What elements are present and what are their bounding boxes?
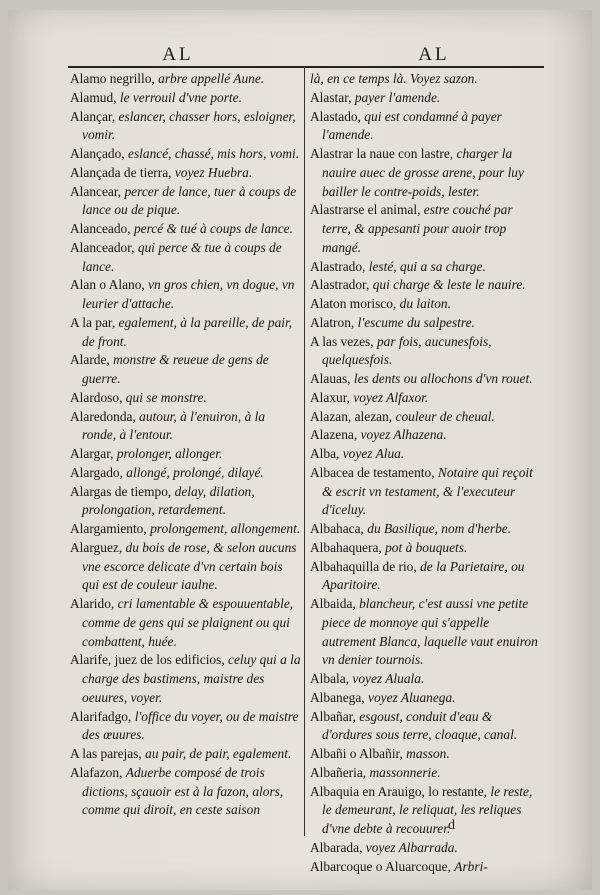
headword: Alaredonda, xyxy=(70,408,140,424)
definition: Aduerbe composé de trois dictions, sçauoir est à la fazon, alors, comme qui diroit, en ceste saison xyxy=(82,764,284,818)
definition: par fois, aucunesfois, quelquesfois. xyxy=(322,333,492,368)
dictionary-entry xyxy=(310,708,542,746)
dictionary-entry xyxy=(70,220,302,239)
headword: Albaquia en Arauigo, lo restante, xyxy=(310,783,491,799)
dictionary-entry xyxy=(310,558,542,596)
dictionary-entry xyxy=(310,670,542,689)
definition: eslancé, chassé, mis hors, vomi. xyxy=(128,146,300,161)
definition: qui perce & tue à coups de lance. xyxy=(82,239,282,274)
dictionary-entry xyxy=(70,520,302,539)
dictionary-entry xyxy=(70,276,302,314)
headword: Alargas de tiempo, xyxy=(70,483,175,499)
headword: Alaxur, xyxy=(310,389,354,405)
definition: arbre appellé Aune. xyxy=(158,71,265,86)
headword: Alarde, xyxy=(70,352,114,368)
definition: payer l'amende. xyxy=(354,89,441,105)
dictionary-entry xyxy=(310,520,542,539)
headword: Albañeria, xyxy=(310,764,370,780)
headword: Alançado, xyxy=(70,146,129,161)
column-divider xyxy=(304,66,305,836)
dictionary-entry xyxy=(310,408,542,427)
headword: Alastrar la naue con lastre, xyxy=(310,146,457,161)
headword: Alançar, xyxy=(70,108,119,124)
definition: voyez Alfaxor. xyxy=(353,389,429,405)
headword: A la par, xyxy=(70,314,119,330)
dictionary-entry xyxy=(70,651,302,707)
headword: Albarada, xyxy=(310,839,366,855)
dictionary-entry xyxy=(310,445,542,464)
definition: voyez Alua. xyxy=(342,446,405,461)
dictionary-entry xyxy=(310,145,542,201)
dictionary-entry xyxy=(310,314,542,333)
dictionary-entry xyxy=(310,201,542,257)
definition: couleur de cheual. xyxy=(395,408,495,424)
dictionary-entry xyxy=(70,164,302,183)
definition: voyez Huebra. xyxy=(174,164,253,180)
headword: A las parejas, xyxy=(70,746,146,761)
definition: l'escume du salpestre. xyxy=(357,314,475,330)
dictionary-entry xyxy=(310,764,542,783)
definition: pot à bouquets. xyxy=(385,539,468,555)
definition: au pair, de pair, egalement. xyxy=(145,746,292,761)
dictionary-entry xyxy=(310,745,542,764)
dictionary-entry xyxy=(310,70,542,89)
dictionary-entry xyxy=(70,595,302,651)
headword: Alastado, xyxy=(310,108,365,124)
headword: Alanceado, xyxy=(70,221,134,236)
dictionary-entry xyxy=(310,389,542,408)
headword: Albañar, xyxy=(310,708,360,724)
headword: Alazan, alezan, xyxy=(310,408,396,424)
dictionary-entry xyxy=(70,389,302,408)
definition: voyez Alhazena. xyxy=(360,427,447,443)
definition: delay, dilation, prolongation, retardement. xyxy=(82,483,255,518)
definition: de la Parietaire, ou Aparitoire. xyxy=(322,558,525,593)
dictionary-entry xyxy=(310,689,542,708)
headword: Alatron, xyxy=(310,314,358,330)
dictionary-entry xyxy=(70,89,302,108)
definition: esgoust, conduit d'eau & d'ordures sous terre, cloaque, canal. xyxy=(322,708,518,743)
dictionary-entry xyxy=(310,839,542,858)
dictionary-entry xyxy=(310,370,542,389)
dictionary-entry xyxy=(70,239,302,277)
headword: Alargado, xyxy=(70,464,127,480)
headword: Albanega, xyxy=(310,689,369,705)
definition: eslancer, chasser hors, esloigner, vomir. xyxy=(82,108,296,143)
headword: Alarido, xyxy=(70,596,118,611)
definition: percé & tué à coups de lance. xyxy=(133,221,293,236)
headword: Albahaquera, xyxy=(310,539,386,555)
headword: Alamud, xyxy=(70,89,120,105)
definition: prolonger, allonger. xyxy=(116,446,223,461)
dictionary-entry xyxy=(70,539,302,595)
dictionary-entry xyxy=(70,108,302,146)
definition: percer de lance, tuer à coups de lance ou de pique. xyxy=(82,183,297,218)
dictionary-entry xyxy=(70,764,302,820)
headword: Alastrador, xyxy=(310,277,373,293)
headword: A las vezes, xyxy=(310,333,377,349)
definition: du Basilique, nom d'herbe. xyxy=(367,521,512,536)
definition: estre couché par terre, & appesanti pour auoir trop mangé. xyxy=(322,202,513,255)
definition: du bois de rose, & selon aucuns vne escorce delicate d'vn certain bois qui est de couleur iaulne. xyxy=(82,539,297,593)
definition: cri lamentable & espouuentable, comme de gens qui se plaignent ou qui combattent, huée. xyxy=(82,596,294,649)
dictionary-entry xyxy=(310,783,542,839)
definition: masson. xyxy=(406,746,450,761)
dictionary-entry xyxy=(310,276,542,295)
headword: Alargar, xyxy=(70,446,117,461)
definition: qui se monstre. xyxy=(125,389,207,405)
dictionary-entry xyxy=(310,295,542,314)
definition: charger la nauire auec de grosse arene, pour luy bailler le contre-poids, lester. xyxy=(322,146,524,199)
dictionary-entry xyxy=(70,483,302,521)
headword: Alafazon, xyxy=(70,764,126,780)
definition: le verrouil d'vne porte. xyxy=(119,89,242,105)
right-column xyxy=(310,70,542,876)
headword: Alanceador, xyxy=(70,239,138,255)
definition: le reste, le demeurant, le reliquat, les reliques d'vne debte à recouurer. xyxy=(322,783,533,836)
definition: l'office du voyer, ou de maistre des œuures. xyxy=(82,708,299,743)
headword: Alarifadgo, xyxy=(70,708,135,724)
definition: là, en ce temps là. Voyez sazon. xyxy=(310,71,478,86)
dictionary-entry xyxy=(70,351,302,389)
left-column xyxy=(70,70,302,820)
definition: voyez Albarrada. xyxy=(365,839,458,855)
headword: Alardoso, xyxy=(70,389,126,405)
dictionary-entry xyxy=(70,445,302,464)
headword: Alastar, xyxy=(310,89,355,105)
headword: Alargamiento, xyxy=(70,521,151,536)
dictionary-entry xyxy=(70,408,302,446)
headword: Albarcoque o Aluarcoque, xyxy=(310,858,455,874)
definition: qui est condamné à payer l'amende. xyxy=(322,108,502,143)
dictionary-entry xyxy=(310,258,542,277)
dictionary-entry xyxy=(310,89,542,108)
dictionary-entry xyxy=(70,464,302,483)
headword: Albahaca, xyxy=(310,521,368,536)
definition: prolongement, allongement. xyxy=(150,521,301,536)
header-right: AL xyxy=(418,44,450,65)
dictionary-entry xyxy=(310,108,542,146)
definition: egalement, à la pareille, de pair, de front. xyxy=(82,314,293,349)
definition: blancheur, c'est aussi vne petite piece de monnoye qui s'appelle autrement Blanca, laquelle vaut enuiron vn denier tournois. xyxy=(322,596,538,668)
headword: Albala, xyxy=(310,671,353,686)
header-left: AL xyxy=(162,44,194,65)
definition: celuy qui a la charge des bastimens, maistre des oeuures, voyer. xyxy=(82,652,301,705)
headword: Alan o Alano, xyxy=(70,277,149,293)
definition: lesté, qui a sa charge. xyxy=(368,258,486,274)
dictionary-entry xyxy=(310,426,542,445)
headword: Alba, xyxy=(310,446,343,461)
definition: monstre & reueue de gens de guerre. xyxy=(82,352,269,386)
headword: Alamo negrillo, xyxy=(70,71,159,86)
running-header xyxy=(68,38,544,68)
headword: Alancear, xyxy=(70,183,125,199)
definition: vn gros chien, vn dogue, vn leurier d'attache. xyxy=(82,277,295,311)
headword: Albañi o Albañir, xyxy=(310,746,407,761)
headword: Alazena, xyxy=(310,427,361,443)
definition: voyez Aluanega. xyxy=(368,689,456,705)
definition: Notaire qui reçoit & escrit vn testament, & l'executeur d'iceluy. xyxy=(322,464,533,518)
dictionary-entry xyxy=(310,464,542,520)
definition: les dents ou allochons d'vn rouet. xyxy=(353,371,533,386)
dictionary-entry xyxy=(70,70,302,89)
headword: Alastrarse el animal, xyxy=(310,202,424,218)
definition: voyez Aluala. xyxy=(352,671,425,686)
headword: Alarife, juez de los edificios, xyxy=(70,652,229,668)
definition: Arbri- xyxy=(454,858,488,874)
headword: Alastrado, xyxy=(310,258,369,274)
definition: qui charge & leste le nauire. xyxy=(372,277,526,293)
headword: Albacea de testamento, xyxy=(310,464,438,480)
headword: Alarguez, xyxy=(70,539,126,555)
headword: Alauas, xyxy=(310,371,354,386)
definition: autour, à l'enuiron, à la ronde, à l'entour. xyxy=(82,408,266,443)
dictionary-entry xyxy=(70,314,302,352)
headword: Albahaquilla de rio, xyxy=(310,558,421,574)
page xyxy=(8,10,592,890)
dictionary-entry xyxy=(70,145,302,164)
headword: Alaton morisco, xyxy=(310,296,400,311)
headword: Alançada de tierra, xyxy=(70,164,175,180)
catchword: d xyxy=(448,818,455,833)
definition: du laiton. xyxy=(399,296,451,311)
dictionary-entry xyxy=(310,539,542,558)
dictionary-entry xyxy=(310,595,542,670)
dictionary-entry xyxy=(310,858,542,877)
dictionary-entry xyxy=(310,333,542,371)
dictionary-entry xyxy=(70,745,302,764)
dictionary-entry xyxy=(70,708,302,746)
dictionary-entry xyxy=(70,183,302,221)
headword: Albaida, xyxy=(310,596,360,611)
definition: allongé, prolongé, dilayé. xyxy=(126,464,264,480)
definition: massonnerie. xyxy=(369,764,441,780)
